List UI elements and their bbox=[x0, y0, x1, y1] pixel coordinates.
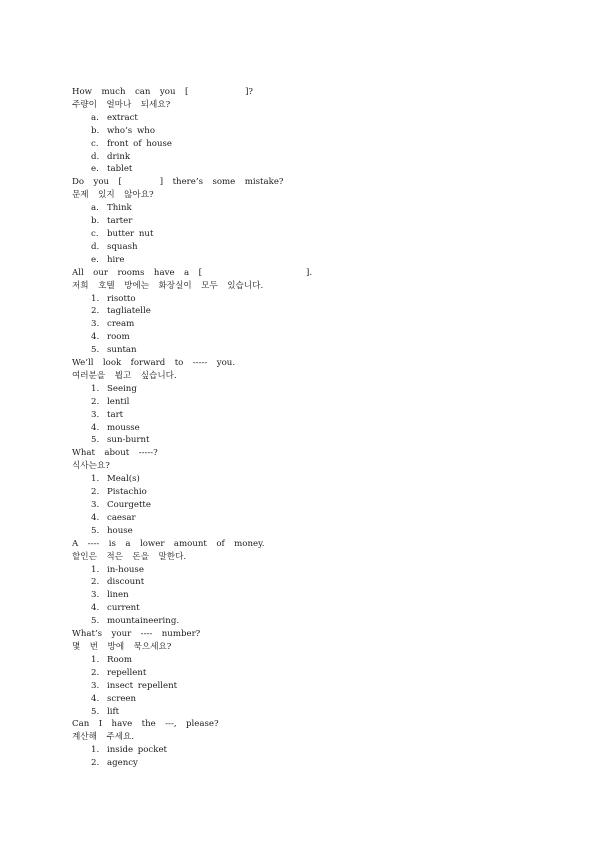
option-item bbox=[72, 293, 552, 306]
option-marker: c. bbox=[91, 138, 99, 149]
option-item bbox=[72, 125, 552, 138]
question-block bbox=[72, 176, 552, 266]
option-item bbox=[72, 589, 552, 602]
option-text: inside pocket bbox=[107, 745, 167, 756]
option-text: in-house bbox=[107, 564, 144, 575]
option-list bbox=[72, 112, 552, 177]
option-item bbox=[72, 473, 552, 486]
option-text: Seeing bbox=[107, 383, 137, 394]
option-text: Pistachio bbox=[107, 487, 147, 498]
option-marker: 5. bbox=[91, 435, 100, 446]
option-text: tart bbox=[107, 409, 124, 420]
option-marker: 1. bbox=[91, 383, 100, 394]
option-item bbox=[72, 680, 552, 693]
option-list bbox=[72, 293, 552, 358]
option-item bbox=[72, 757, 552, 770]
option-text: discount bbox=[107, 577, 145, 588]
option-marker: d. bbox=[91, 241, 100, 252]
option-text: agency bbox=[107, 758, 138, 769]
option-marker: 4. bbox=[91, 422, 100, 433]
question-block bbox=[72, 357, 552, 447]
option-marker: 2. bbox=[91, 758, 100, 769]
option-text: caesar bbox=[107, 512, 136, 523]
option-text: mountaineering. bbox=[107, 616, 180, 627]
option-marker: 3. bbox=[91, 680, 100, 691]
question-korean: 여러분을 뵙고 싶습니다. bbox=[72, 370, 177, 381]
option-item bbox=[72, 486, 552, 499]
option-item bbox=[72, 112, 552, 125]
option-marker: 3. bbox=[91, 500, 100, 510]
option-marker: 5. bbox=[91, 616, 100, 627]
option-item bbox=[72, 667, 552, 680]
option-marker: 2. bbox=[91, 306, 100, 317]
option-item bbox=[72, 318, 552, 331]
option-marker: 1. bbox=[91, 474, 100, 485]
option-marker: 4. bbox=[91, 693, 100, 704]
option-marker: 1. bbox=[91, 745, 100, 756]
question-korean: 몇 번 방에 묵으세요? bbox=[72, 641, 172, 652]
option-marker: 5. bbox=[91, 525, 100, 536]
option-text: risotto bbox=[107, 293, 136, 304]
option-item bbox=[72, 693, 552, 706]
option-item bbox=[72, 163, 552, 176]
option-item bbox=[72, 202, 552, 215]
option-text: current bbox=[107, 603, 140, 614]
option-list bbox=[72, 202, 552, 267]
option-marker: 1. bbox=[91, 293, 100, 304]
option-marker: d. bbox=[91, 151, 100, 162]
option-marker: e. bbox=[91, 164, 99, 175]
question-korean: 계산해 주세요. bbox=[72, 732, 135, 743]
option-marker: 4. bbox=[91, 603, 100, 614]
question-english: A ---- is a lower amount of money. bbox=[72, 538, 265, 549]
option-text: linen bbox=[107, 590, 129, 601]
option-text: room bbox=[107, 332, 130, 343]
option-item bbox=[72, 138, 552, 151]
question-block bbox=[72, 447, 552, 537]
option-text: Room bbox=[107, 654, 132, 665]
option-marker: 2. bbox=[91, 396, 100, 407]
option-item bbox=[72, 305, 552, 318]
option-text: mousse bbox=[107, 422, 140, 433]
question-english: All our rooms have a [ ]. bbox=[72, 267, 313, 278]
option-text: drink bbox=[107, 151, 131, 162]
option-text: Think bbox=[107, 203, 132, 214]
option-item bbox=[72, 151, 552, 164]
option-marker: 1. bbox=[91, 654, 100, 665]
question-korean: 식사는요? bbox=[72, 461, 110, 472]
option-text: lift bbox=[107, 706, 120, 717]
option-text: butter nut bbox=[107, 228, 154, 239]
option-text: tablet bbox=[107, 164, 133, 175]
option-marker: 2. bbox=[91, 487, 100, 498]
question-korean: 문제 있지 않아요? bbox=[72, 190, 154, 201]
option-item bbox=[72, 564, 552, 577]
option-item bbox=[72, 409, 552, 422]
document-page bbox=[72, 86, 552, 770]
option-list bbox=[72, 654, 552, 719]
question-block bbox=[72, 538, 552, 628]
question-english: Do you [ ] there’s some mistake? bbox=[72, 177, 284, 188]
option-marker: b. bbox=[91, 216, 100, 227]
option-item bbox=[72, 512, 552, 525]
option-text: repellent bbox=[107, 667, 147, 678]
option-item bbox=[72, 383, 552, 396]
option-marker: e. bbox=[91, 254, 99, 265]
option-text: insect repellent bbox=[107, 680, 178, 691]
option-text: squash bbox=[107, 241, 138, 252]
option-marker: 3. bbox=[91, 590, 100, 601]
option-marker: 5. bbox=[91, 345, 100, 356]
option-marker: 4. bbox=[91, 332, 100, 343]
option-marker: c. bbox=[91, 228, 99, 239]
option-text: hire bbox=[107, 254, 125, 265]
option-item bbox=[72, 331, 552, 344]
option-item bbox=[72, 241, 552, 254]
option-item bbox=[72, 499, 552, 512]
option-list bbox=[72, 564, 552, 629]
option-text: Meal(s) bbox=[107, 474, 140, 485]
question-block bbox=[72, 718, 552, 770]
option-item bbox=[72, 215, 552, 228]
question-english: Can I have the ---, please? bbox=[72, 719, 219, 730]
option-text: sun-burnt bbox=[107, 435, 150, 446]
option-text: tarter bbox=[107, 216, 133, 227]
option-item bbox=[72, 396, 552, 409]
option-text: tagliatelle bbox=[107, 306, 151, 317]
option-text: screen bbox=[107, 693, 137, 704]
option-item bbox=[72, 344, 552, 357]
option-text: suntan bbox=[107, 345, 137, 356]
option-text: front of house bbox=[107, 138, 173, 149]
option-text: who’s who bbox=[107, 125, 156, 136]
question-block bbox=[72, 86, 552, 176]
option-text: cream bbox=[107, 319, 135, 330]
option-item bbox=[72, 525, 552, 538]
option-list bbox=[72, 744, 552, 770]
question-korean: 주량이 얼마나 되세요? bbox=[72, 99, 171, 110]
question-english: What about -----? bbox=[72, 448, 158, 459]
option-marker: 4. bbox=[91, 512, 100, 523]
option-text: house bbox=[107, 525, 133, 536]
option-item bbox=[72, 254, 552, 267]
option-marker: 1. bbox=[91, 564, 100, 575]
option-item bbox=[72, 615, 552, 628]
question-english: We’ll look forward to ----- you. bbox=[72, 358, 236, 369]
option-item bbox=[72, 422, 552, 435]
question-block bbox=[72, 628, 552, 718]
option-marker: a. bbox=[91, 203, 99, 214]
question-english: What’s your ---- number? bbox=[72, 629, 201, 640]
option-item bbox=[72, 654, 552, 667]
option-marker: 3. bbox=[91, 319, 100, 330]
question-block bbox=[72, 267, 552, 357]
question-korean: 저희 호텔 방에는 화장실이 모두 있습니다. bbox=[72, 280, 264, 291]
option-text: Courgette bbox=[107, 500, 151, 510]
option-text: extract bbox=[107, 112, 138, 123]
option-marker: 2. bbox=[91, 667, 100, 678]
option-text: lentil bbox=[107, 396, 130, 407]
option-list bbox=[72, 473, 552, 538]
option-item bbox=[72, 434, 552, 447]
option-marker: a. bbox=[91, 112, 99, 123]
option-marker: 3. bbox=[91, 409, 100, 420]
question-korean: 할인은 적은 돈을 말한다. bbox=[72, 551, 187, 562]
option-item bbox=[72, 576, 552, 589]
option-list bbox=[72, 383, 552, 448]
option-item bbox=[72, 228, 552, 241]
question-english: How much can you [ ]? bbox=[72, 87, 254, 97]
option-item bbox=[72, 706, 552, 719]
option-marker: 5. bbox=[91, 706, 100, 717]
option-marker: b. bbox=[91, 125, 100, 136]
option-item bbox=[72, 744, 552, 757]
option-item bbox=[72, 602, 552, 615]
option-marker: 2. bbox=[91, 577, 100, 588]
